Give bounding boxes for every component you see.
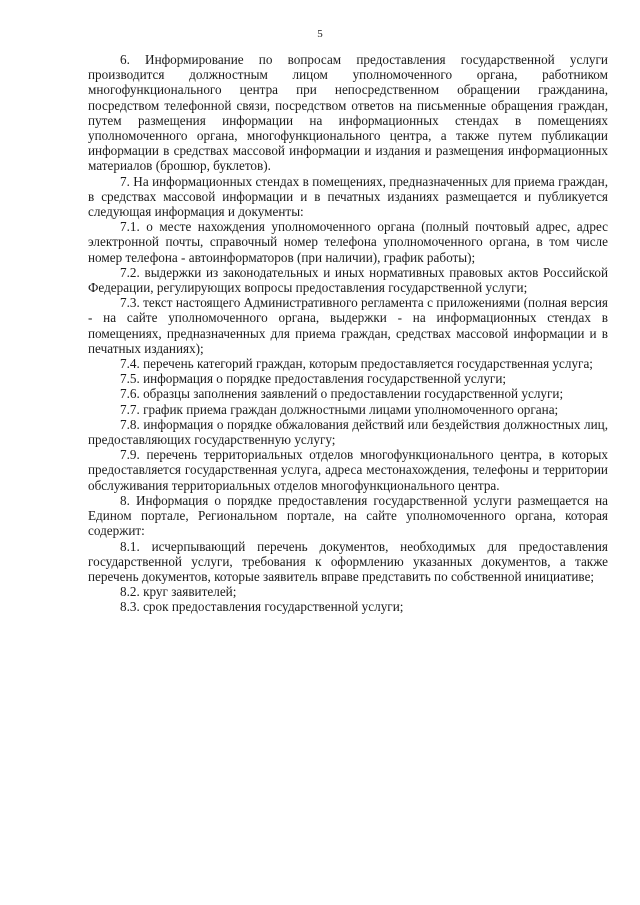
page-number: 5 bbox=[317, 28, 323, 40]
paragraph-7-1: 7.1. о месте нахождения уполномоченного органа (полный почтовый адрес, адрес электронной почты, справочный номер телефона уполномоченного органа, в том числе номер телефона - автоинформаторов (при наличии), график работы); bbox=[88, 219, 608, 265]
paragraph-8-3: 8.3. срок предоставления государственной услуги; bbox=[120, 599, 404, 615]
paragraph-6: 6. Информирование по вопросам предоставления государственной услуги производится должностным лицом уполномоченного органа, работником многофункционального центра при непосредственном обращении гражданина, посредством телефонной связи, посредством ответов на письменные обращения граждан, путем размещения информации на информационных стендах в помещениях уполномоченного органа, многофункционального центра, а также путем публикации информации в средствах массовой информации и издания и размещения информационных материалов (брошюр, буклетов). bbox=[88, 52, 608, 174]
paragraph-7-6: 7.6. образцы заполнения заявлений о предоставлении государственной услуги; bbox=[120, 386, 564, 402]
paragraph-7-5: 7.5. информация о порядке предоставления государственной услуги; bbox=[120, 371, 507, 387]
paragraph-7-3: 7.3. текст настоящего Административного регламента с приложениями (полная версия - на сайте уполномоченного органа, выдержки - на информационных стендах в помещениях, предназначенных для приема граждан, средствах массовой информации и в печатных изданиях); bbox=[88, 295, 608, 356]
document-body bbox=[88, 52, 608, 615]
paragraph-7: 7. На информационных стендах в помещениях, предназначенных для приема граждан, в средствах массовой информации и в печатных изданиях размещается и публикуется следующая информация и документы: bbox=[88, 173, 608, 220]
paragraph-7-2: 7.2. выдержки из законодательных и иных нормативных правовых актов Российской Федерации, регулирующих вопросы предоставления государственной услуги; bbox=[88, 264, 608, 296]
paragraph-8: 8. Информация о порядке предоставления государственной услуги размещается на Едином портале, Региональном портале, на сайте уполномоченного органа, которая содержит: bbox=[88, 492, 608, 539]
paragraph-8-1: 8.1. исчерпывающий перечень документов, необходимых для предоставления государственной услуги, требования к оформлению указанных документов, а также перечень документов, которые заявитель вправе представить по собственной инициативе; bbox=[88, 538, 608, 584]
paragraph-8-2: 8.2. круг заявителей; bbox=[120, 584, 237, 600]
paragraph-7-9: 7.9. перечень территориальных отделов многофункционального центра, в которых предоставляется государственная услуга, адреса местонахождения, телефоны и территории обслуживания территориальных отделов многофункционального центра. bbox=[88, 447, 608, 493]
paragraph-7-7: 7.7. график приема граждан должностными лицами уполномоченного органа; bbox=[120, 401, 559, 417]
paragraph-7-4: 7.4. перечень категорий граждан, которым предоставляется государственная услуга; bbox=[120, 356, 593, 372]
paragraph-7-8: 7.8. информация о порядке обжалования действий или бездействия должностных лиц, предоставляющих государственную услугу; bbox=[88, 416, 608, 448]
